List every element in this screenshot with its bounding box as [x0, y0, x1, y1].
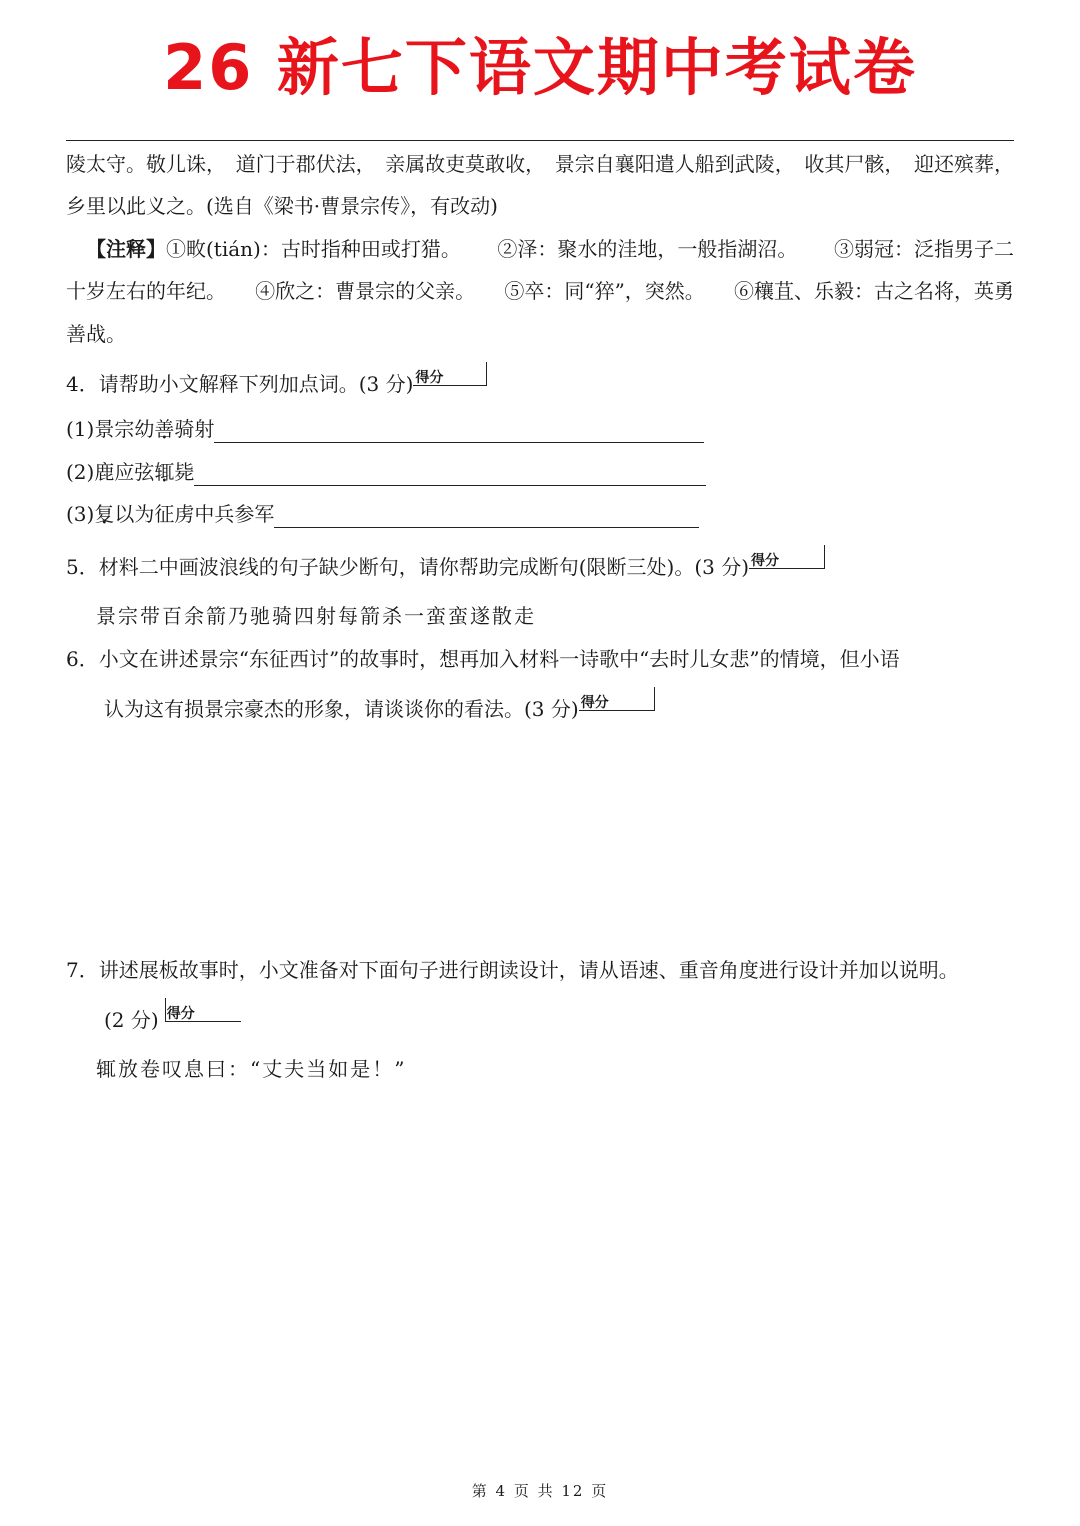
banner-title: 26 新七下语文期中考试卷	[163, 31, 917, 104]
q4-answer-blank-3[interactable]	[274, 505, 699, 528]
q6-prompt-line-2: 认为这有损景宗豪杰的形象，请谈谈你的看法。(3 分) 得分	[104, 695, 655, 723]
q6-prompt-line-1: 6．小文在讲述景宗“东征西讨”的故事时，想再加入材料一诗歌中“去时儿女悲”的情境，但小语	[66, 647, 900, 671]
header-rule	[66, 140, 1014, 141]
notes-line-2: 十岁左右的年纪。 ④欣之：曹景宗的父亲。 ⑤卒：同“猝”，突然。 ⑥穰苴、乐毅：古之名将，英勇	[66, 279, 1014, 303]
q5-prompt: 5．材料二中画波浪线的句子缺少断句，请你帮助完成断句(限断三处)。(3 分) 得分	[66, 553, 825, 581]
notes-label: 【注释】	[86, 237, 166, 261]
q7-sentence: 辄放卷叹息曰：“丈夫当如是！”	[96, 1057, 407, 1081]
q4-item-2: (2)鹿应弦辄毙	[66, 458, 706, 486]
q7-prompt-line-2: (2 分) 得分	[104, 1006, 241, 1034]
notes-line-1: 【注释】①畋(tián)：古时指种田或打猎。 ②泽：聚水的洼地，一般指湖沼。 ③弱冠：泛指男子二	[86, 237, 1014, 261]
q4-answer-blank-2[interactable]	[194, 463, 706, 486]
q5-sentence: 景宗带百余箭乃驰骑四射每箭杀一蛮蛮遂散走	[96, 604, 536, 628]
q4-score-box[interactable]: 得分	[413, 370, 487, 394]
q6-score-box[interactable]: 得分	[579, 695, 655, 719]
passage-line-1: 陵太守。敬儿诛， 道门于郡伏法， 亲属故吏莫敢收， 景宗自襄阳遣人船到武陵， 收其尸骸， 迎还殡葬，	[66, 152, 1014, 176]
q7-answer-area[interactable]	[66, 1095, 1014, 1455]
q5-score-box[interactable]: 得分	[749, 553, 825, 577]
passage-line-2: 乡里以此义之。(选自《梁书·曹景宗传》，有改动)	[66, 194, 498, 218]
q6-answer-area[interactable]	[66, 735, 1014, 935]
page-footer: 第 4 页 共 12 页	[471, 1482, 609, 1500]
q4-answer-blank-1[interactable]	[214, 420, 704, 443]
q4-prompt: 4．请帮助小文解释下列加点词。(3 分) 得分	[66, 370, 487, 398]
q4-item-3: (3)复以为征虏中兵参军	[66, 500, 699, 528]
q4-item-1: (1)景宗幼善骑射	[66, 415, 704, 443]
notes-line-3: 善战。	[66, 322, 126, 346]
q7-prompt-line-1: 7．讲述展板故事时，小文准备对下面句子进行朗读设计，请从语速、重音角度进行设计并加以说明。	[66, 958, 959, 982]
q7-score-box[interactable]: 得分	[165, 1006, 241, 1030]
